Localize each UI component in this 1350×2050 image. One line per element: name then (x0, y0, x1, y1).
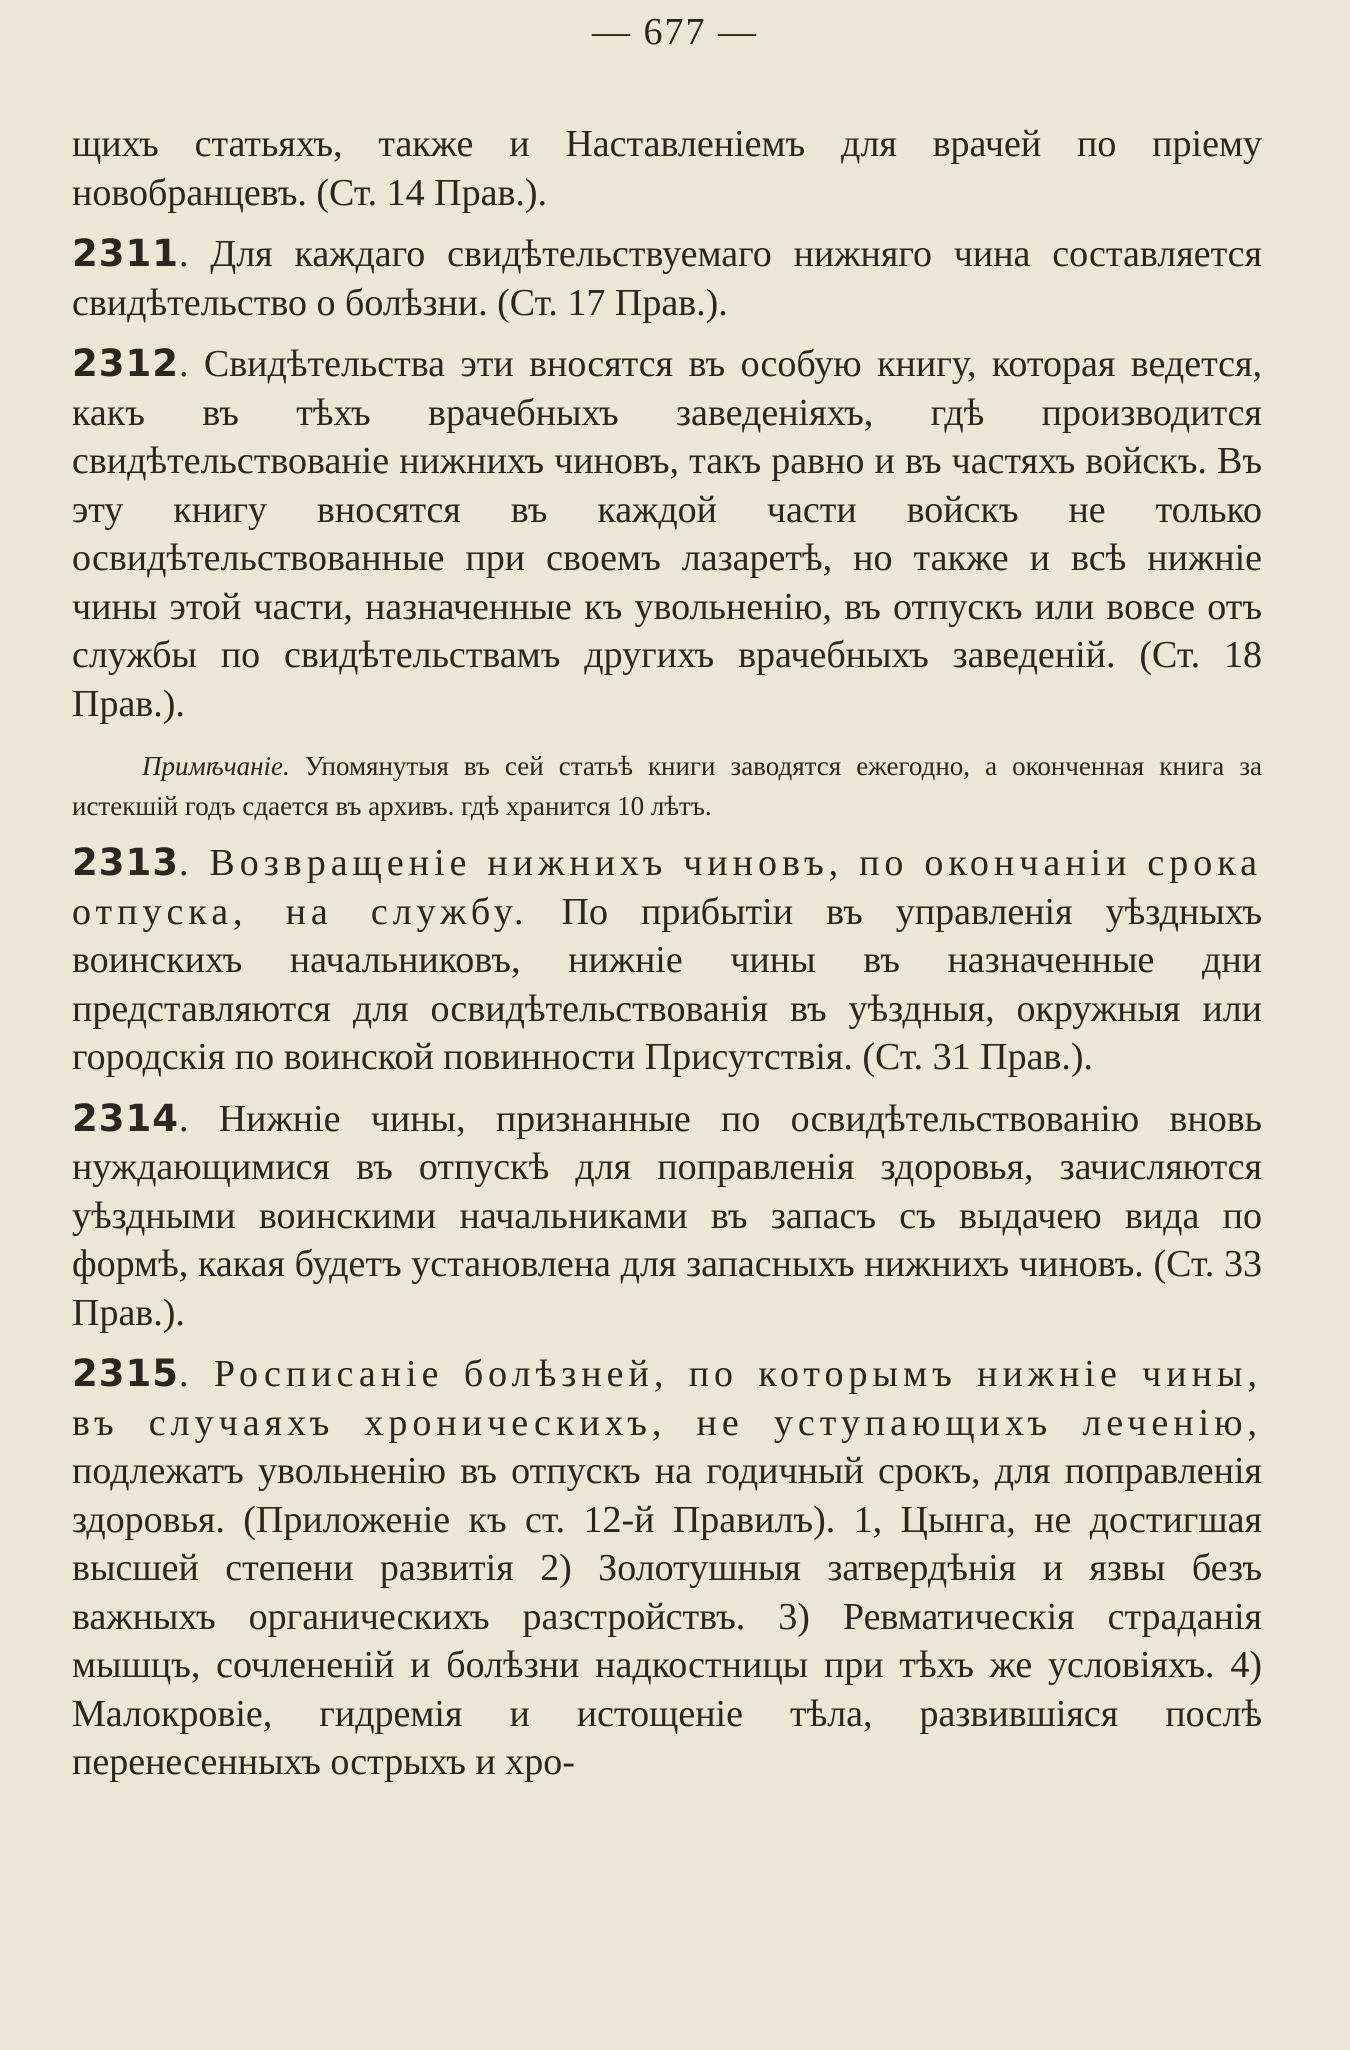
article-text: По прибытіи въ управленія уѣздныхъ воинскихъ начальниковъ, нижніе чины въ назначенные дни представляются для освидѣтельствованія въ уѣздныя, окружныя или городскія по воинской повинности Присутствія. (Ст. 31 Прав.). (72, 890, 1262, 1078)
note-label: Примѣчаніе. (142, 751, 290, 781)
article-number: 2314 (72, 1096, 179, 1140)
article-text: . Нижніе чины, признанные по освидѣтельствованію вновь нуждающимися въ отпускѣ для поправленія здоровья, зачисляются уѣздными воинскими начальниками въ запасъ съ выдачею вида по формѣ, какая будетъ установлена для запасныхъ нижнихъ чиновъ. (Ст. 33 Прав.). (72, 1097, 1262, 1334)
article-number: 2312 (72, 342, 179, 385)
paragraph-continuation (72, 120, 1262, 217)
page-number: — 677 — (592, 11, 758, 53)
article-2314 (72, 1095, 1262, 1338)
article-2313 (72, 839, 1262, 1082)
article-heading: . Росписаніе болѣзней, по которымъ нижніе чины, въ случаяхъ хроническихъ, не уступающихъ леченію, (72, 1353, 1262, 1444)
article-2312 (72, 340, 1262, 728)
paragraph-text: щихъ статьяхъ, также и Наставленіемъ для врачей по пріему новобранцевъ. (Ст. 14 Прав.). (72, 123, 1262, 214)
article-heading: . Возвращеніе нижнихъ чиновъ, по окончаніи срока отпуска, на службу. (72, 842, 1262, 933)
article-number: 2311 (72, 232, 179, 275)
article-number: 2313 (72, 841, 179, 884)
article-text: подлежатъ увольненію въ отпускъ на годичный срокъ, для поправленія здоровья. (Приложеніе къ ст. 12-й Правилъ). 1, Цынга, не достигшая высшей степени развитія 2) Золотушныя затвердѣнія и язвы безъ важныхъ органическихъ разстройствъ. 3) Ревматическія страданія мышцъ, сочлененій и болѣзни надкостницы при тѣхъ же условіяхъ. 4) Малокровіе, гидремія и истощеніе тѣла, развившіяся послѣ перенесенныхъ острыхъ и хро- (72, 1450, 1262, 1783)
article-text: . Для каждаго свидѣтельствуемаго нижняго чина составляется свидѣтельство о болѣзни. (Ст. 17 Прав.). (72, 233, 1262, 324)
footnote-remark (72, 746, 1262, 826)
note-text: Упомянутыя въ сей статьѣ книги заводятся ежегодно, а оконченная книга за истекшій годъ сдается въ архивъ. гдѣ хранится 10 лѣтъ. (72, 751, 1262, 821)
article-2311 (72, 230, 1262, 327)
body-text (72, 120, 1262, 1787)
article-number: 2315 (72, 1352, 179, 1395)
article-text: . Свидѣтельства эти вносятся въ особую книгу, которая ведется, какъ въ тѣхъ врачебныхъ заведеніяхъ, гдѣ производится свидѣтельствованіе нижнихъ чиновъ, такъ равно и въ частяхъ войскъ. Въ эту книгу вносятся въ каждой части войскъ не только освидѣтельствованные при своемъ лазаретѣ, но также и всѣ нижніе чины этой части, назначенные къ увольненію, въ отпускъ или вовсе отъ службы по свидѣтельствамъ другихъ врачебныхъ заведеній. (Ст. 18 Прав.). (72, 343, 1262, 725)
article-2315 (72, 1350, 1262, 1787)
